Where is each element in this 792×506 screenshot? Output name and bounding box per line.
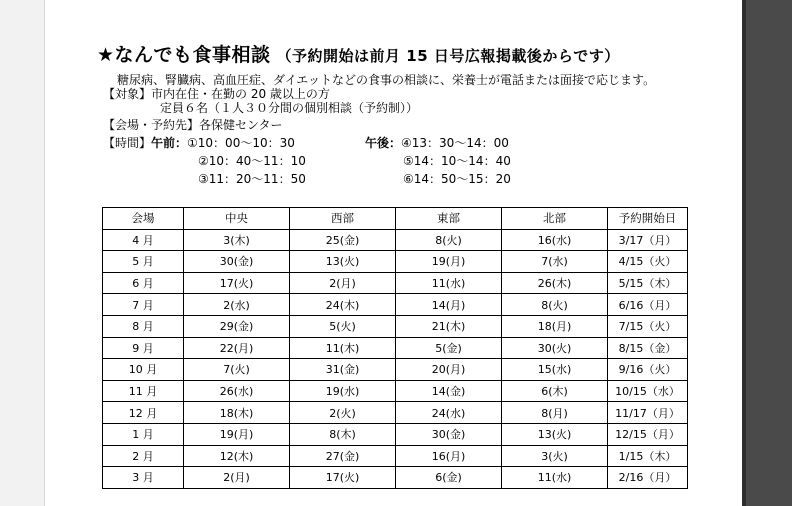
cell-west: 19(水) <box>290 380 396 402</box>
pm-row <box>365 136 509 150</box>
cell-month: 12 月 <box>103 402 184 424</box>
pm-slot-1: ④13：30～14：00 <box>401 136 509 150</box>
header-central: 中央 <box>184 208 290 230</box>
cell-reservation-start: 5/15（木） <box>608 272 688 294</box>
cell-east: 14(月) <box>396 294 502 316</box>
cell-north: 16(水) <box>502 229 608 251</box>
cell-central: 2(月) <box>184 467 290 489</box>
cell-month: 2 月 <box>103 445 184 467</box>
cell-west: 17(火) <box>290 467 396 489</box>
intro-text: 糖尿病、腎臓病、高血圧症、ダイエットなどの食事の相談に、栄養士が電話または面接で応じます。 <box>117 73 656 87</box>
cell-west: 24(木) <box>290 294 396 316</box>
cell-west: 8(木) <box>290 423 396 445</box>
capacity-text: 定員６名（１人３０分間の個別相談（予約制）） <box>160 101 419 115</box>
target-value: 市内在住・在勤の 20 歳以上の方 <box>151 87 330 101</box>
cell-west: 13(火) <box>290 251 396 273</box>
title-text: ★なんでも食事相談 <box>97 44 271 66</box>
cell-west: 11(木) <box>290 337 396 359</box>
cell-month: 11 月 <box>103 380 184 402</box>
table-row <box>103 272 688 294</box>
cell-north: 8(火) <box>502 294 608 316</box>
cell-north: 8(月) <box>502 402 608 424</box>
header-west: 西部 <box>290 208 396 230</box>
cell-month: 6 月 <box>103 272 184 294</box>
time-row <box>103 136 295 150</box>
cell-north: 11(水) <box>502 467 608 489</box>
cell-east: 20(月) <box>396 359 502 381</box>
cell-east: 14(金) <box>396 380 502 402</box>
cell-north: 15(水) <box>502 359 608 381</box>
table-row <box>103 337 688 359</box>
cell-east: 30(金) <box>396 423 502 445</box>
cell-north: 18(月) <box>502 315 608 337</box>
table-header-row <box>103 208 688 230</box>
cell-central: 30(金) <box>184 251 290 273</box>
cell-reservation-start: 8/15（金） <box>608 337 688 359</box>
cell-central: 26(水) <box>184 380 290 402</box>
cell-west: 2(火) <box>290 402 396 424</box>
cell-west: 27(金) <box>290 445 396 467</box>
am-slot-2: ②10：40～11：10 <box>198 154 306 168</box>
cell-east: 8(火) <box>396 229 502 251</box>
cell-month: 3 月 <box>103 467 184 489</box>
viewer-right-scroll-area[interactable] <box>742 0 792 506</box>
cell-month: 8 月 <box>103 315 184 337</box>
table-row <box>103 229 688 251</box>
cell-central: 7(火) <box>184 359 290 381</box>
header-north: 北部 <box>502 208 608 230</box>
cell-reservation-start: 12/15（月） <box>608 423 688 445</box>
cell-east: 19(月) <box>396 251 502 273</box>
pm-slot-3: ⑥14：50～15：20 <box>403 172 511 186</box>
cell-east: 24(水) <box>396 402 502 424</box>
cell-east: 11(水) <box>396 272 502 294</box>
table-row <box>103 402 688 424</box>
cell-north: 13(火) <box>502 423 608 445</box>
cell-reservation-start: 6/16（月） <box>608 294 688 316</box>
cell-reservation-start: 11/17（月） <box>608 402 688 424</box>
cell-month: 7 月 <box>103 294 184 316</box>
cell-central: 2(水) <box>184 294 290 316</box>
cell-reservation-start: 10/15（水） <box>608 380 688 402</box>
title-note: （予約開始は前月 15 日号広報掲載後からです） <box>276 47 620 65</box>
cell-reservation-start: 3/17（月） <box>608 229 688 251</box>
table-row <box>103 380 688 402</box>
cell-west: 5(火) <box>290 315 396 337</box>
table-row <box>103 467 688 489</box>
cell-reservation-start: 2/16（月） <box>608 467 688 489</box>
cell-month: 5 月 <box>103 251 184 273</box>
cell-month: 10 月 <box>103 359 184 381</box>
pm-label: 午後： <box>365 136 402 150</box>
cell-west: 2(月) <box>290 272 396 294</box>
cell-central: 18(木) <box>184 402 290 424</box>
cell-month: 9 月 <box>103 337 184 359</box>
table-row <box>103 251 688 273</box>
cell-reservation-start: 4/15（火） <box>608 251 688 273</box>
cell-central: 29(金) <box>184 315 290 337</box>
pm-slot-2: ⑤14：10～14：40 <box>403 154 511 168</box>
table-row <box>103 315 688 337</box>
am-slot-3: ③11：20～11：50 <box>198 172 306 186</box>
cell-west: 25(金) <box>290 229 396 251</box>
cell-east: 21(木) <box>396 315 502 337</box>
cell-east: 16(月) <box>396 445 502 467</box>
cell-north: 7(水) <box>502 251 608 273</box>
cell-month: 1 月 <box>103 423 184 445</box>
target-label: 【対象】 <box>103 87 152 101</box>
time-label: 【時間】 <box>103 136 152 150</box>
cell-east: 6(金) <box>396 467 502 489</box>
venue-value: 各保健センター <box>199 118 283 132</box>
cell-north: 6(木) <box>502 380 608 402</box>
cell-north: 26(木) <box>502 272 608 294</box>
cell-month: 4 月 <box>103 229 184 251</box>
cell-central: 3(木) <box>184 229 290 251</box>
cell-central: 22(月) <box>184 337 290 359</box>
am-slot-1: ①10：00～10：30 <box>187 136 295 150</box>
am-label: 午前： <box>151 136 188 150</box>
cell-reservation-start: 9/16（火） <box>608 359 688 381</box>
header-reservation-start: 予約開始日 <box>608 208 688 230</box>
table-row <box>103 359 688 381</box>
header-venue: 会場 <box>103 208 184 230</box>
cell-reservation-start: 7/15（火） <box>608 315 688 337</box>
cell-central: 12(木) <box>184 445 290 467</box>
cell-central: 17(火) <box>184 272 290 294</box>
cell-reservation-start: 1/15（木） <box>608 445 688 467</box>
schedule-table <box>102 207 688 489</box>
header-east: 東部 <box>396 208 502 230</box>
venue-label: 【会場・予約先】 <box>103 118 200 132</box>
table-row <box>103 294 688 316</box>
cell-north: 30(火) <box>502 337 608 359</box>
target-row <box>103 87 330 101</box>
cell-central: 19(月) <box>184 423 290 445</box>
page-title <box>97 40 620 67</box>
cell-north: 3(火) <box>502 445 608 467</box>
cell-west: 31(金) <box>290 359 396 381</box>
venue-row <box>103 118 283 132</box>
table-row <box>103 445 688 467</box>
cell-east: 5(金) <box>396 337 502 359</box>
table-row <box>103 423 688 445</box>
